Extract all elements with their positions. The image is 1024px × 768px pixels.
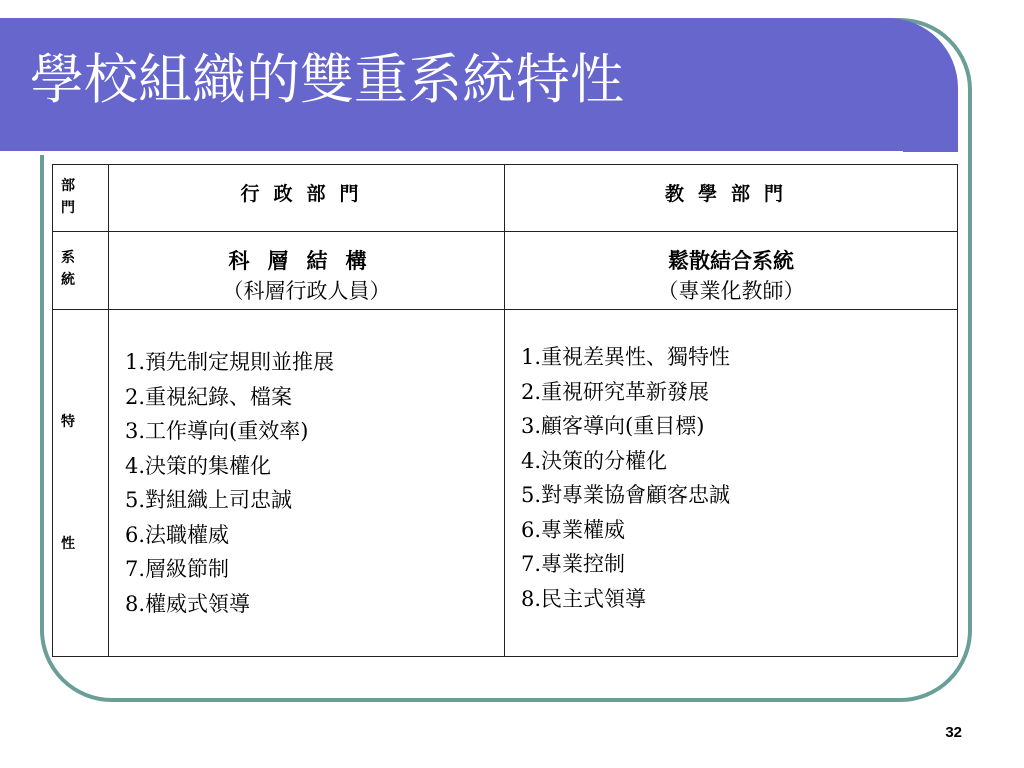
list-item: 8.權威式領導 bbox=[125, 591, 251, 616]
admin-system-subtitle: （科層行政人員） bbox=[222, 279, 391, 304]
title-bar bbox=[0, 18, 958, 152]
list-item: 5.對組織上司忠誠 bbox=[125, 488, 293, 512]
row-label-department: 部 門 bbox=[53, 165, 109, 232]
teaching-traits-list bbox=[505, 310, 958, 657]
title-underline bbox=[0, 151, 903, 155]
teaching-system-title: 鬆散結合系統 bbox=[668, 248, 794, 273]
admin-traits-list bbox=[109, 310, 505, 657]
teaching-dept-header: 教學部門 bbox=[505, 165, 958, 232]
list-item: 1.預先制定規則並推展 bbox=[125, 350, 335, 374]
list-item: 7.專業控制 bbox=[521, 552, 626, 576]
row-label-system: 系 統 bbox=[53, 232, 109, 310]
list-item: 6.專業權威 bbox=[521, 517, 626, 542]
list-item: 4.決策的集權化 bbox=[125, 453, 272, 478]
teaching-system-cell bbox=[505, 232, 958, 310]
slide-title: 學校組織的雙重系統特性 bbox=[30, 48, 624, 111]
row-label-traits: 特 性 bbox=[53, 310, 109, 657]
list-item: 6.法職權威 bbox=[125, 522, 230, 547]
system-row bbox=[53, 232, 958, 310]
list-item: 5.對專業協會顧客忠誠 bbox=[521, 483, 731, 507]
traits-row bbox=[53, 310, 958, 657]
page-number: 32 bbox=[945, 724, 962, 741]
list-item: 4.決策的分權化 bbox=[521, 448, 668, 473]
list-item: 7.層級節制 bbox=[125, 557, 230, 581]
list-item: 1.重視差異性、獨特性 bbox=[521, 345, 731, 369]
teaching-system-subtitle: （專業化教師） bbox=[657, 279, 805, 304]
admin-system-cell bbox=[109, 232, 505, 310]
comparison-table bbox=[52, 164, 958, 657]
list-item: 2.重視研究革新發展 bbox=[521, 379, 710, 404]
list-item: 3.工作導向(重效率) bbox=[125, 419, 309, 443]
list-item: 3.顧客導向(重目標) bbox=[521, 414, 705, 438]
admin-system-title: 科層結構 bbox=[228, 248, 385, 273]
header-row bbox=[53, 165, 958, 232]
admin-dept-header: 行政部門 bbox=[109, 165, 505, 232]
list-item: 8.民主式領導 bbox=[521, 586, 647, 611]
list-item: 2.重視紀錄、檔案 bbox=[125, 384, 293, 409]
